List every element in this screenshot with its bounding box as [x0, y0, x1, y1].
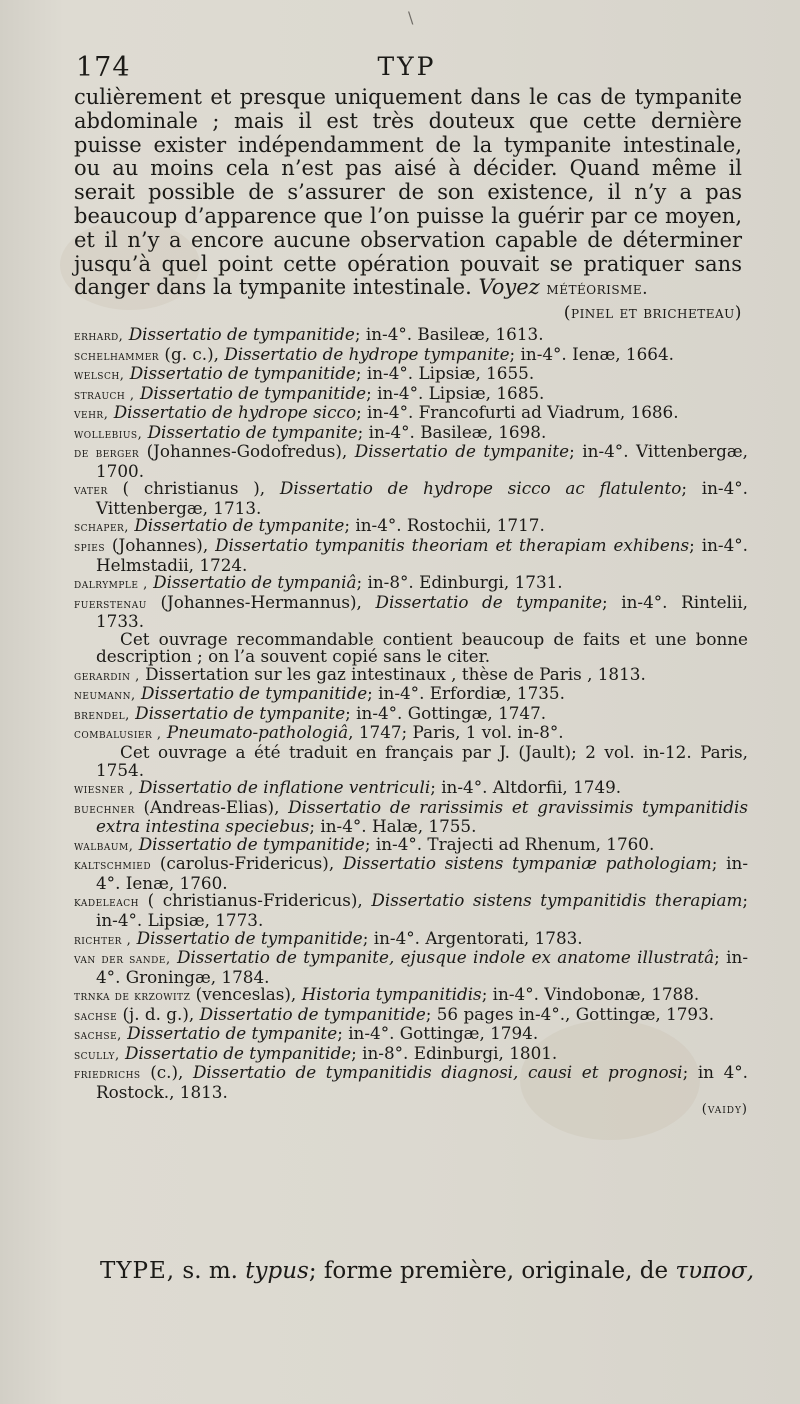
entry-author: sachse	[74, 1008, 118, 1024]
entry-publication: ; in-4°. Lipsiæ, 1685.	[366, 382, 545, 403]
entry-author-names: (carolus-Fridericus),	[151, 853, 335, 874]
main-text	[74, 86, 742, 326]
entry-author: kadeleach	[74, 895, 139, 911]
entry-title: Dissertatio de tympanite	[135, 702, 346, 723]
entry-publication: ; in-4°. Basileæ, 1698.	[357, 421, 547, 442]
latin-word: typus	[245, 1258, 309, 1284]
entry-author-names: (venceslas),	[190, 984, 297, 1005]
entry-title: Dissertatio de tympanitidis diagnosi, causi et prognosi	[192, 1062, 683, 1083]
entry-author-names: (j. d. g.),	[117, 1003, 195, 1024]
entry-title: Dissertatio de tympanite	[127, 1023, 338, 1044]
entry-publication: ; in-4°. Groningæ, 1784.	[96, 947, 748, 987]
bibliography-entry	[74, 537, 748, 574]
entry-publication: ; in-8°. Edinburgi, 1801.	[351, 1042, 558, 1063]
entry-title: Pneumato-pathologiâ	[166, 722, 349, 743]
entry-title: Dissertatio de tympanitide	[141, 683, 368, 704]
entry-title: Dissertatio de hydrope sicco	[113, 402, 357, 423]
entry-author: gerardin ,	[74, 668, 140, 684]
bibliography-entry	[74, 892, 748, 929]
entry-author: wollebius,	[74, 426, 143, 442]
bibliography-entry	[74, 443, 748, 480]
entry-author: friedrichs	[74, 1067, 141, 1083]
entry-title: Dissertatio de tympanitide	[138, 833, 365, 854]
entry-publication: ; in-4°. Vittenbergæ, 1700.	[96, 441, 748, 481]
see-target: météorisme.	[546, 279, 649, 300]
part-of-speech: s. m.	[182, 1258, 238, 1284]
page-header	[72, 52, 742, 88]
entry-publication: ; in-4°. Ienæ, 1664.	[509, 343, 674, 364]
entry-title: Dissertatio tympanitis theoriam et therapiam exhibens	[215, 535, 690, 556]
entry-title: Dissertatio sistens tympanitidis therapiam	[371, 890, 743, 911]
entry-author: kaltschmied	[74, 858, 152, 874]
bibliography-entry	[74, 855, 748, 892]
entry-publication: ; in-4°. Halæ, 1755.	[309, 816, 477, 837]
entry-title: Dissertatio sistens tympaniæ pathologiam	[342, 853, 712, 874]
entry-author: brendel,	[74, 707, 130, 723]
entry-author: schelhammer	[74, 348, 160, 364]
entry-publication: ; in-4°. Helmstadii, 1724.	[96, 535, 748, 575]
entry-author-names: (c.),	[140, 1062, 184, 1083]
entry-publication: ; in-4°. Lipsiæ, 1655.	[355, 363, 535, 384]
entry-publication: ; in-4°. Gottingæ, 1747.	[345, 702, 547, 723]
paragraph-text: culièrement et presque uniquement dans le cas de tympanite abdominale ; mais il est très douteux que cette dernière puisse exister indépendamment de la tympanite intestinale, ou au moins cela n’est pas aisé à décider. Quand même il serait possible de s’assurer de son existence, il n’y a pas beaucoup d’apparence que l’on puisse la guérir par ce moyen, et il n’y a encore aucune observation capable de déterminer jusqu’à quel point cette opération pouvait se pratiquer sans danger dans la tympanite intestinale.	[74, 85, 742, 300]
entry-title: Dissertatio de tympanite	[147, 421, 358, 442]
entry-publication: ; in-4°. Vittenbergæ, 1713.	[96, 478, 749, 518]
entry-publication: ; in-4°. Vindobonæ, 1788.	[481, 984, 700, 1005]
entry-publication: ; in 4°. Rostock., 1813.	[96, 1062, 748, 1102]
entry-author: fuerstenau	[74, 596, 147, 612]
entry-publication: ; in-4°. Rintelii, 1733.	[96, 591, 748, 632]
entry-title: Dissertatio de tympanite	[354, 441, 570, 462]
entry-author: walbaum,	[74, 838, 134, 854]
entry-note: Cet ouvrage recommandable contient beaucoup de faits et une bonne description ; on l’a souvent copié sans le citer.	[96, 628, 748, 667]
entry-publication: ; in-4°. Trajecti ad Rhenum, 1760.	[364, 833, 655, 854]
entry-author-names: (Johannes-Hermannus),	[146, 591, 362, 612]
entry-author: dalrymple ,	[74, 577, 148, 593]
entry-author: sachse,	[74, 1028, 122, 1044]
entry-publication: ; in-8°. Edinburgi, 1731.	[356, 572, 563, 593]
entry-author: vater	[74, 483, 108, 499]
entry-title: Dissertatio de tympanite	[375, 591, 603, 612]
bibliography-entry	[74, 796, 748, 837]
entry-author: buechner	[74, 801, 135, 817]
entry-title: Dissertatio de tympanite	[134, 515, 345, 536]
entry-author-names: ( christianus ),	[107, 478, 266, 499]
entry-author: erhard,	[74, 329, 124, 344]
entry-author-names: (Andreas-Elias),	[134, 796, 280, 817]
entry-author-names: (Johannes),	[105, 535, 209, 556]
entry-publication: ; in-4°. Gottingæ, 1794.	[337, 1023, 539, 1044]
entry-author-names: (Johannes-Godofredus),	[139, 441, 348, 462]
entry-publication: ; 56 pages in-4°., Gottingæ, 1793.	[425, 1003, 715, 1024]
entry-publication: ; in-4°. Lipsiæ, 1773.	[96, 890, 749, 930]
entry-publication: Dissertation sur les gaz intestinaux , thèse de Paris , 1813.	[145, 663, 646, 684]
definition: ; forme première, originale, de	[308, 1258, 669, 1284]
bibliography-entry	[74, 480, 748, 517]
bibliography-entry	[74, 949, 748, 986]
paragraph	[74, 85, 742, 324]
entry-author: welsch,	[74, 368, 125, 384]
entry-title: Historia tympanitidis	[301, 984, 482, 1005]
page-number: 174	[76, 52, 131, 83]
entry-author: wiesner ,	[74, 782, 134, 798]
entry-author: spies	[74, 540, 106, 556]
running-head: TYP	[377, 52, 437, 81]
entry-publication: ; in-4°. Altdorfii, 1749.	[430, 777, 622, 798]
entry-publication: ; in-4°. Francofurti ad Viadrum, 1686.	[356, 402, 679, 423]
entry-title: Dissertatio de rarissimis et gravissimis tympanitidis extra intestina speciebus	[96, 796, 748, 837]
entry-title: Dissertatio de tympanitide	[129, 363, 356, 384]
see-label: Voyez	[478, 275, 540, 300]
entry-title: Dissertatio de tympanitide	[139, 382, 367, 403]
entry-headword: TYPE,	[100, 1258, 176, 1284]
entry-author-names: (g. c.),	[159, 343, 219, 364]
entry-author: de berger	[74, 446, 140, 462]
entry-author: trnka de krzowitz	[74, 989, 191, 1005]
entry-publication: ; in-4°. Rostochii, 1717.	[344, 515, 545, 536]
bibliography-entry	[74, 591, 748, 632]
entry-publication: , 1747; Paris, 1 vol. in-8°.	[348, 722, 564, 743]
entry-author: scully,	[74, 1047, 120, 1063]
entry-author: schaper,	[74, 520, 129, 536]
bibliography-credit: (vaidy)	[701, 1102, 748, 1118]
entry-author: combalusier ,	[74, 727, 162, 743]
entry-title: Dissertatio de tympanitide	[136, 927, 363, 948]
entry-author: strauch ,	[74, 387, 135, 403]
entry-author: richter ,	[74, 932, 132, 948]
entry-title: Dissertatio de hydrope tympanite	[224, 343, 510, 364]
top-mark: \	[408, 8, 414, 27]
bibliography	[74, 326, 748, 1119]
entry-title: Dissertatio de tympanitide	[128, 324, 355, 344]
entry-publication: ; in-4°. Ienæ, 1760.	[96, 853, 748, 893]
entry-publication: ; in-4°. Argentorati, 1783.	[362, 927, 583, 948]
entry-title: Dissertatio de tympaniâ	[153, 572, 357, 593]
entry-note: Cet ouvrage a été traduit en français par J. (Jault); 2 vol. in-12. Paris, 1754.	[96, 742, 748, 780]
entry-author: van der sande,	[74, 952, 171, 968]
entry-author: vehr,	[74, 407, 109, 423]
entry-title: Dissertatio de tympanitide	[124, 1042, 352, 1063]
entry-title: Dissertatio de inflatione ventriculi	[138, 777, 431, 798]
entry-author-names: ( christianus-Fridericus),	[138, 890, 363, 911]
author-credit: (pinel et bricheteau)	[563, 303, 742, 324]
entry-publication: ; in-4°. Erfordiæ, 1735.	[367, 683, 565, 704]
greek-word: τυποσ,	[675, 1258, 755, 1284]
next-entry	[100, 1258, 755, 1284]
entry-title: Dissertatio de tympanite, ejusque indole ex anatome illustratâ	[176, 947, 715, 968]
entry-publication: ; in-4°. Basileæ, 1613.	[354, 324, 544, 344]
bibliography-entry	[74, 1064, 748, 1101]
entry-author: neumann,	[74, 688, 136, 704]
entry-title: Dissertatio de hydrope sicco ac flatulento	[279, 478, 682, 499]
entry-title: Dissertatio de tympanitide	[199, 1003, 426, 1024]
